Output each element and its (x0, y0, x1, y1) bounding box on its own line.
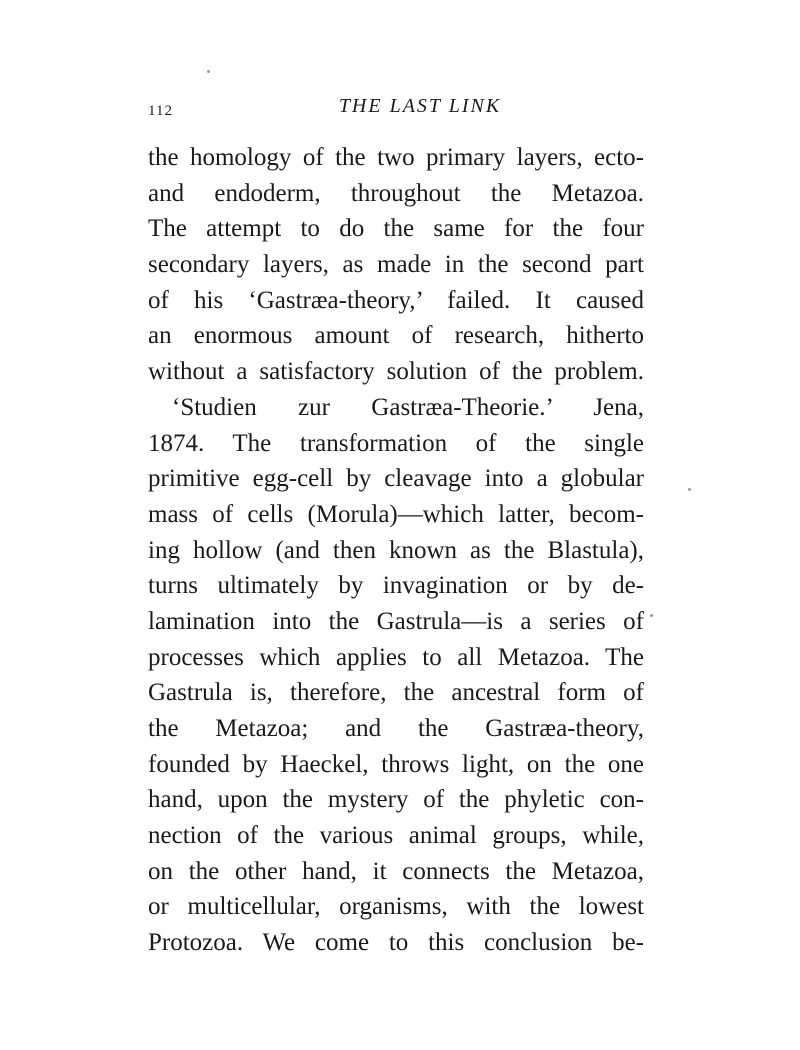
paper-speck (688, 488, 691, 491)
text-line: on the other hand, it connects the Metazoa, (148, 857, 644, 885)
text-line: processes which applies to all Metazoa. The (148, 643, 644, 671)
text-line: hand, upon the mystery of the phyletic con- (148, 786, 644, 814)
body-text (148, 140, 644, 961)
text-line: The attempt to do the same for the four (148, 215, 644, 243)
text-line: turns ultimately by invagination or by de- (148, 572, 644, 600)
text-line: the Metazoa; and the Gastræa-theory, (148, 715, 644, 742)
text-line: founded by Haeckel, throws light, on the one (148, 750, 644, 778)
text-line: ing hollow (and then known as the Blastula), (148, 536, 644, 564)
text-line: of his ‘Gastræa-theory,’ failed. It caused (148, 286, 644, 314)
text-line: Gastrula is, therefore, the ancestral form of (148, 679, 644, 707)
text-line: primitive egg-cell by cleavage into a globular (148, 465, 644, 493)
text-line: 1874. The transformation of the single (148, 429, 644, 457)
text-line: and endoderm, throughout the Metazoa. (148, 179, 644, 207)
text-line: mass of cells (Morula)—which latter, becom- (148, 500, 644, 528)
page-number: 112 (148, 103, 173, 119)
text-line: secondary layers, as made in the second part (148, 251, 644, 279)
text-line: without a satisfactory solution of the problem. (148, 358, 644, 386)
text-line: lamination into the Gastrula—is a series of (148, 607, 644, 635)
text-line: the homology of the two primary layers, ecto- (148, 144, 644, 171)
text-line: an enormous amount of research, hitherto (148, 322, 644, 350)
text-line: or multicellular, organisms, with the lowest (148, 893, 644, 921)
text-line: nection of the various animal groups, while, (148, 822, 644, 850)
text-line: Protozoa. We come to this conclusion be- (148, 929, 644, 957)
running-title: THE LAST LINK (338, 95, 502, 117)
text-line: ‘Studien zur Gastræa-Theorie.’ Jena, (172, 393, 644, 421)
paper-speck (207, 70, 210, 73)
paper-speck (650, 614, 653, 617)
